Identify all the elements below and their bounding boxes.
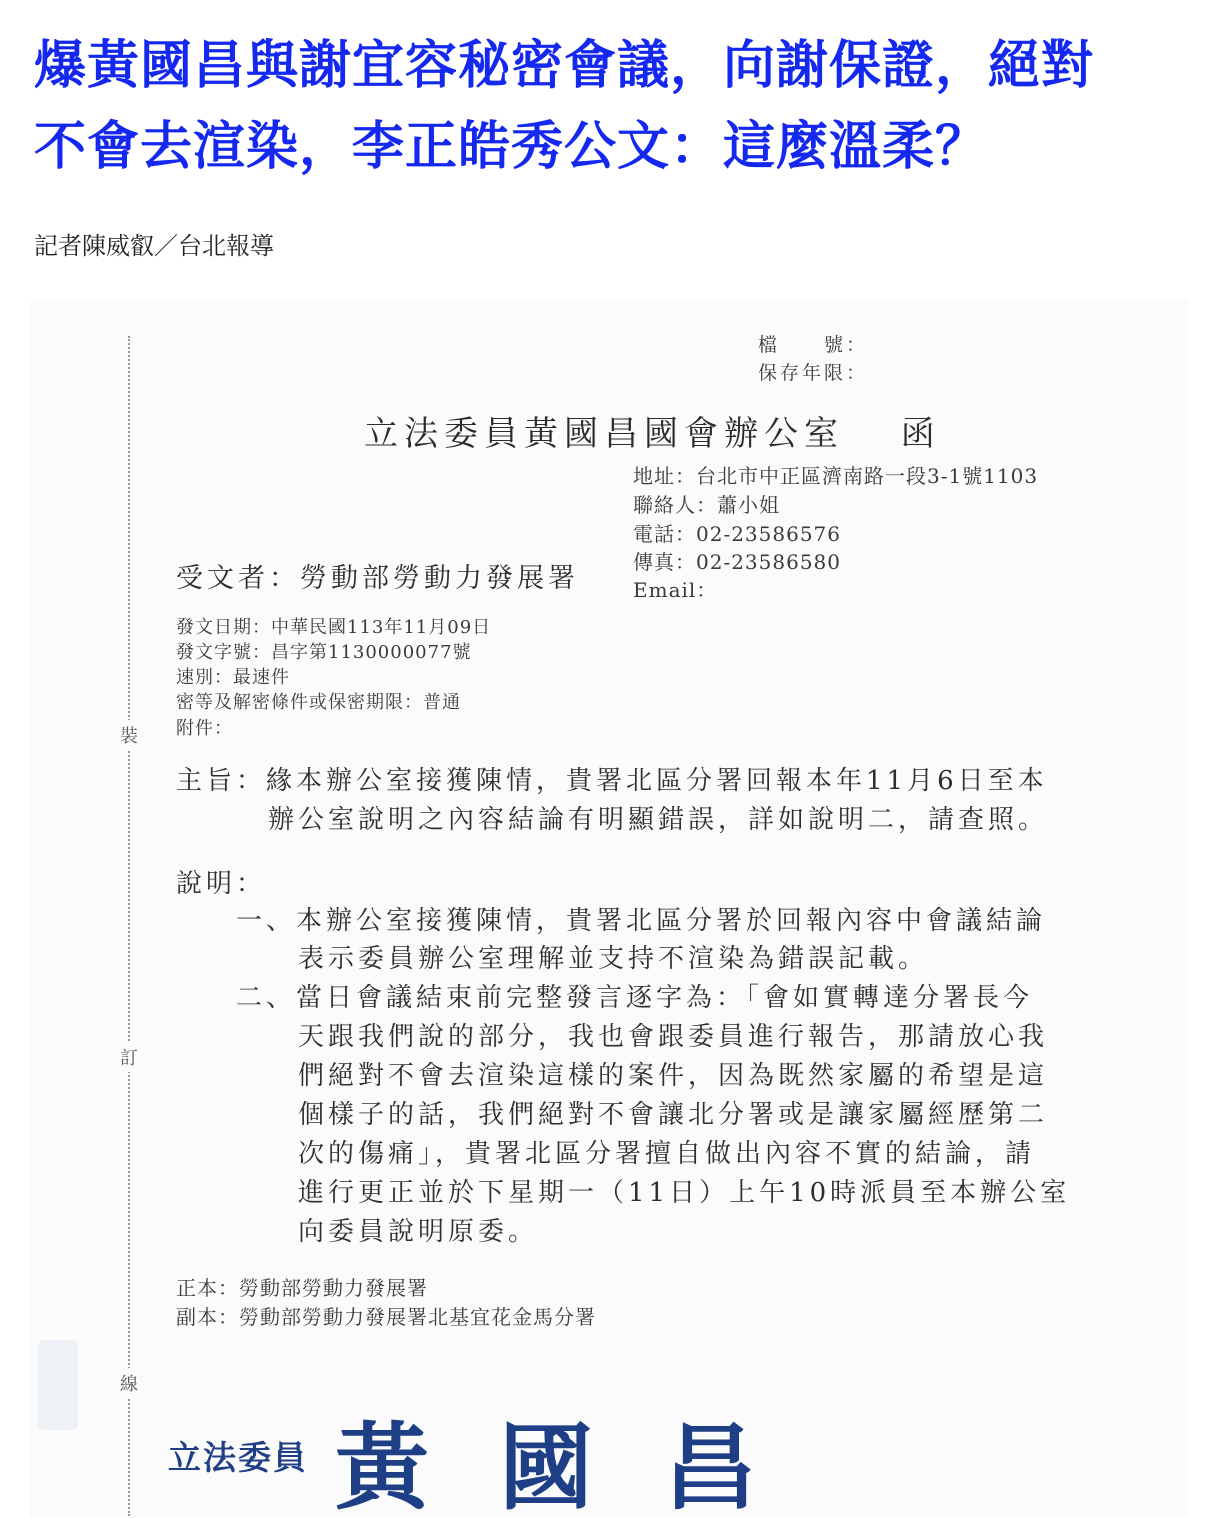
phone-number: 電話：02-23586576 <box>633 522 842 546</box>
headline-line-2: 不會去渲染，李正皓秀公文：這麼溫柔？ <box>34 117 989 177</box>
retention-label: 保存年限： <box>758 362 869 384</box>
explanation-label: 說明： <box>176 869 267 899</box>
item-2-line-2: 天跟我們說的部分，我也會跟委員進行報告，那請放心我 <box>298 1022 1049 1052</box>
email-label: Email： <box>633 578 718 602</box>
signature-label: 立法委員 <box>168 1438 308 1477</box>
file-number-label: 檔 號： <box>758 334 869 356</box>
signature-stamp: 黃國昌 <box>335 1413 828 1518</box>
item-1-line-1: 一、本辦公室接獲陳情，貴署北區分署於回報內容中會議結論 <box>236 906 1047 936</box>
subject-line-1: 主旨：緣本辦公室接獲陳情，貴署北區分署回報本年11月6日至本 <box>176 766 1048 796</box>
issue-date: 發文日期：中華民國113年11月09日 <box>176 617 492 638</box>
delivery-speed: 速別：最速件 <box>176 667 290 688</box>
original-recipient: 正本：勞動部勞動力發展署 <box>176 1276 428 1300</box>
scan-smudge <box>38 1340 78 1430</box>
item-1-line-2: 表示委員辦公室理解並支持不渲染為錯誤記載。 <box>298 944 929 974</box>
item-2-line-7: 向委員說明原委。 <box>298 1217 539 1247</box>
item-2-line-4: 個樣子的話，我們絕對不會讓北分署或是讓家屬經歷第二 <box>298 1100 1049 1130</box>
issue-number: 發文字號：昌字第1130000077號 <box>176 642 472 663</box>
copy-recipient: 副本：勞動部勞動力發展署北基宜花金馬分署 <box>176 1305 596 1329</box>
recipient: 受文者：勞動部勞動力發展署 <box>176 563 579 594</box>
item-2-line-6: 進行更正並於下星期一（11日）上午10時派員至本辦公室 <box>298 1178 1071 1208</box>
byline: 記者陳威叡／台北報導 <box>34 232 274 260</box>
fax-number: 傳真：02-23586580 <box>633 550 842 574</box>
item-2-line-1: 二、當日會議結束前完整發言逐字為：「會如實轉達分署長今 <box>236 983 1034 1013</box>
binding-line <box>128 336 130 1516</box>
official-letter-image <box>30 300 1188 1518</box>
office-address: 地址：台北市中正區濟南路一段3-1號1103 <box>633 464 1039 488</box>
headline-line-1: 爆黃國昌與謝宜容秘密會議，向謝保證，絕對 <box>34 36 1095 96</box>
subject-line-2: 辦公室說明之內容結論有明顯錯誤，詳如說明二，請查照。 <box>268 805 1049 835</box>
classification: 密等及解密條件或保密期限：普通 <box>176 692 461 713</box>
office-title: 立法委員黃國昌國會辦公室 函 <box>364 414 941 454</box>
binding-mark-xian: 線 <box>120 1368 138 1398</box>
binding-mark-ding: 訂 <box>120 1042 138 1072</box>
article-headline <box>34 26 1184 188</box>
binding-mark-zhuang: 裝 <box>120 720 138 750</box>
item-2-line-3: 們絕對不會去渲染這樣的案件，因為既然家屬的希望是這 <box>298 1061 1049 1091</box>
contact-person: 聯絡人：蕭小姐 <box>633 493 780 517</box>
item-2-line-5: 次的傷痛」，貴署北區分署擅自做出內容不實的結論，請 <box>298 1139 1036 1169</box>
attachment-label: 附件： <box>176 718 233 739</box>
